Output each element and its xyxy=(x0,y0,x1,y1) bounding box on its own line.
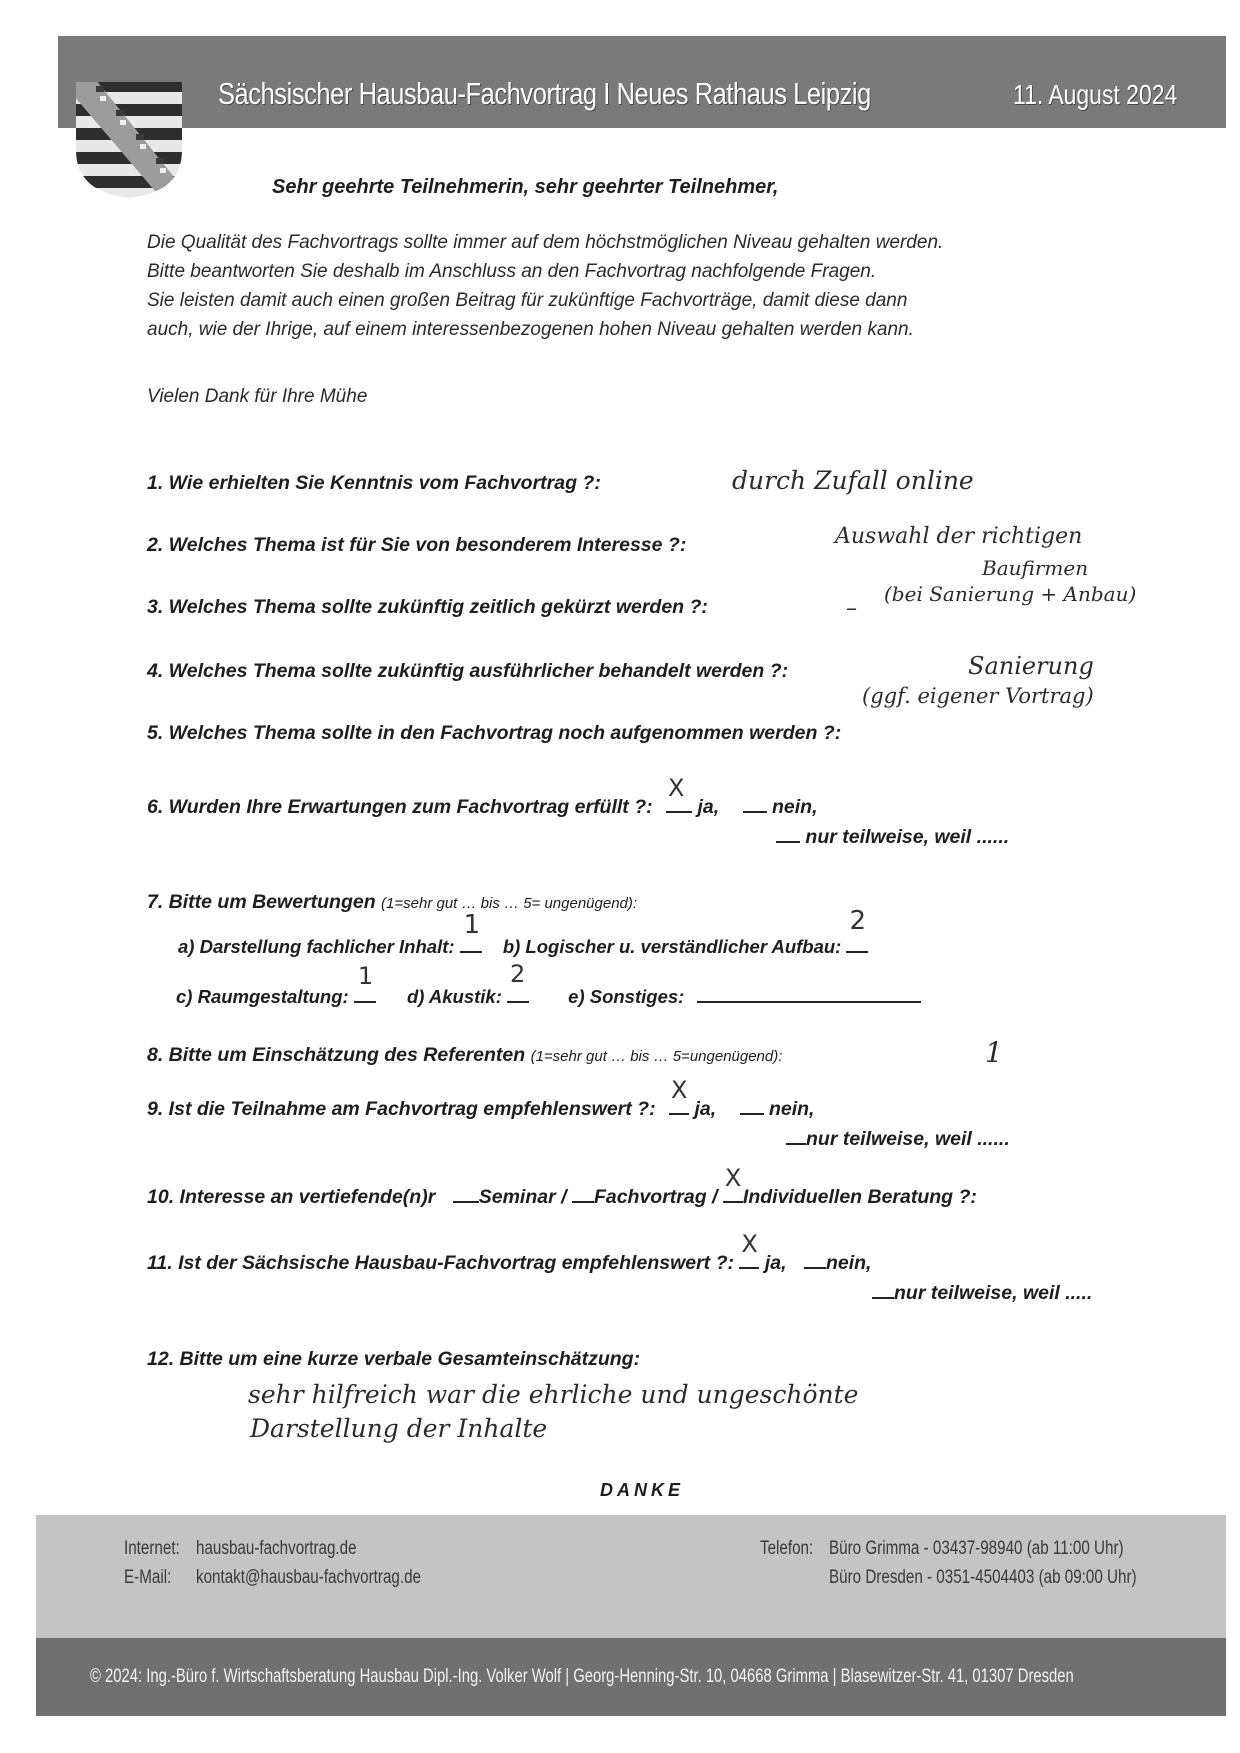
question-11 xyxy=(147,1230,872,1275)
rating-d-label: d) Akustik: xyxy=(406,986,502,1007)
question-2-answer-line3[interactable]: (bei Sanierung + Anbau) xyxy=(884,582,1137,606)
question-12-label: 12. Bitte um eine kurze verbale Gesamteinschätzung: xyxy=(147,1348,641,1370)
footer-phone-grimma: Büro Grimma - 03437-98940 (ab 11:00 Uhr) xyxy=(829,1538,1124,1559)
question-6-label: 6. Wurden Ihre Erwartungen zum Fachvortrag erfüllt ?: xyxy=(147,796,653,818)
question-6 xyxy=(147,774,818,819)
question-10-seminar-label: Seminar / xyxy=(478,1186,567,1208)
question-4-answer-line1[interactable]: Sanierung xyxy=(968,652,1094,680)
question-9-label: 9. Ist die Teilnahme am Fachvortrag empfehlenswert ?: xyxy=(147,1098,656,1120)
question-7-label: 7. Bitte um Bewertungen xyxy=(147,891,376,913)
rating-e-field[interactable] xyxy=(697,986,921,1008)
question-11-label: 11. Ist der Sächsische Hausbau-Fachvortrag empfehlenswert ?: xyxy=(147,1252,734,1274)
question-7-scale: (1=sehr gut … bis … 5= ungenügend): xyxy=(381,895,638,912)
question-11-no-checkbox[interactable] xyxy=(804,1252,826,1275)
rating-a-value: 1 xyxy=(463,910,481,940)
question-2-label: 2. Welches Thema ist für Sie von besonderem Interesse ?: xyxy=(147,534,687,556)
question-12-answer-line1[interactable]: sehr hilfreich war die ehrliche und ungeschönte xyxy=(248,1380,859,1409)
question-9-partial-checkbox[interactable] xyxy=(786,1128,806,1151)
question-7-row-cde xyxy=(176,960,921,1008)
saxony-coat-of-arms-icon xyxy=(74,80,184,200)
question-10-talk-label: Fachvortrag / xyxy=(593,1186,718,1208)
question-6-partial xyxy=(776,826,1009,849)
question-3-answer[interactable]: – xyxy=(846,596,857,621)
question-3-label: 3. Welches Thema sollte zukünftig zeitlich gekürzt werden ?: xyxy=(147,596,708,618)
question-6-partial-label: nur teilweise, weil ...... xyxy=(805,826,1010,848)
check-mark-icon: X xyxy=(668,774,685,802)
footer-email-label: E-Mail: xyxy=(124,1567,172,1588)
intro-line: auch, wie der Ihrige, auf einem interessenbezogenen hohen Niveau gehalten werden kann. xyxy=(147,319,914,340)
question-9-yes-label: ja, xyxy=(694,1098,717,1120)
question-9-yes-checkbox[interactable] xyxy=(669,1076,689,1121)
question-8-value[interactable]: 1 xyxy=(985,1036,1003,1069)
question-10-consult-checkbox[interactable] xyxy=(723,1164,743,1209)
question-6-yes-checkbox[interactable] xyxy=(666,774,692,819)
question-11-no-label: nein, xyxy=(825,1252,872,1274)
header-title: Sächsischer Hausbau-Fachvortrag I Neues Rathaus Leipzig xyxy=(218,76,871,111)
rating-a-label: a) Darstellung fachlicher Inhalt: xyxy=(178,936,455,957)
rating-d-field[interactable] xyxy=(507,960,529,1008)
question-1-answer[interactable]: durch Zufall online xyxy=(732,466,974,495)
question-9-partial-label: nur teilweise, weil ...... xyxy=(806,1128,1010,1150)
question-6-yes-label: ja, xyxy=(697,796,720,818)
footer-phone-dresden: Büro Dresden - 0351-4504403 (ab 09:00 Uhr) xyxy=(829,1567,1137,1588)
question-10 xyxy=(147,1164,977,1209)
header-date: 11. August 2024 xyxy=(1013,79,1178,110)
question-9-no-checkbox[interactable] xyxy=(740,1098,764,1121)
check-mark-icon: X xyxy=(741,1230,758,1258)
footer-phone-label: Telefon: xyxy=(760,1538,814,1559)
rating-a-field[interactable] xyxy=(460,910,482,958)
rating-e-label: e) Sonstiges: xyxy=(568,986,685,1007)
question-6-partial-checkbox[interactable] xyxy=(776,826,800,849)
rating-b-value: 2 xyxy=(849,906,867,936)
intro-line: Die Qualität des Fachvortrags sollte immer auf dem höchstmöglichen Niveau gehalten werden. xyxy=(147,232,944,253)
question-4-label: 4. Welches Thema sollte zukünftig ausführlicher behandelt werden ?: xyxy=(147,660,789,682)
footer-copyright: © 2024: Ing.-Büro f. Wirtschaftsberatung Hausbau Dipl.-Ing. Volker Wolf | Georg-Henning-Str. 10, 04668 Grimma | Blasewitzer-Str. 41, 01307 Dresden xyxy=(90,1666,1074,1687)
question-11-yes-checkbox[interactable] xyxy=(739,1230,759,1275)
question-7 xyxy=(147,891,637,914)
question-2-answer-line1[interactable]: Auswahl der richtigen xyxy=(835,524,1083,549)
rating-d-value: 2 xyxy=(510,960,526,988)
question-7-row-ab xyxy=(178,906,868,958)
question-8 xyxy=(147,1044,782,1067)
question-11-yes-label: ja, xyxy=(764,1252,787,1274)
question-2-answer-line2[interactable]: Baufirmen xyxy=(982,556,1089,580)
question-11-partial-label: nur teilweise, weil ..... xyxy=(894,1282,1093,1304)
question-9-no-label: nein, xyxy=(768,1098,815,1120)
question-10-talk-checkbox[interactable] xyxy=(572,1186,594,1209)
question-4-answer-line2[interactable]: (ggf. eigener Vortrag) xyxy=(862,684,1094,708)
question-12-answer-line2[interactable]: Darstellung der Inhalte xyxy=(250,1414,548,1443)
question-11-partial xyxy=(872,1282,1092,1305)
question-8-label: 8. Bitte um Einschätzung des Referenten xyxy=(147,1044,526,1066)
intro-line: Bitte beantworten Sie deshalb im Anschluss an den Fachvortrag nachfolgende Fragen. xyxy=(147,261,877,282)
question-5-label: 5. Welches Thema sollte in den Fachvortrag noch aufgenommen werden ?: xyxy=(147,722,842,744)
closing-danke: DANKE xyxy=(600,1480,685,1500)
question-6-no-checkbox[interactable] xyxy=(743,796,767,819)
question-11-partial-checkbox[interactable] xyxy=(872,1282,894,1305)
question-8-scale: (1=sehr gut … bis … 5=ungenügend): xyxy=(530,1048,783,1065)
question-6-no-label: nein, xyxy=(772,796,818,818)
question-9-partial xyxy=(786,1128,1010,1151)
question-10-seminar-checkbox[interactable] xyxy=(453,1186,479,1209)
question-10-label: 10. Interesse an vertiefende(n)r xyxy=(147,1186,436,1208)
footer-email-link[interactable]: kontakt@hausbau-fachvortrag.de xyxy=(196,1567,421,1588)
footer-internet-label: Internet: xyxy=(124,1538,180,1559)
intro-text xyxy=(147,228,943,344)
check-mark-icon: X xyxy=(671,1076,688,1104)
rating-b-field[interactable] xyxy=(846,906,868,958)
rating-c-label: c) Raumgestaltung: xyxy=(176,986,349,1007)
greeting: Sehr geehrte Teilnehmerin, sehr geehrter Teilnehmer, xyxy=(272,176,779,198)
question-9 xyxy=(147,1076,815,1121)
footer-internet-link[interactable]: hausbau-fachvortrag.de xyxy=(196,1538,357,1559)
question-1-label: 1. Wie erhielten Sie Kenntnis vom Fachvortrag ?: xyxy=(147,472,601,494)
rating-c-value: 1 xyxy=(357,962,374,990)
thanks-line: Vielen Dank für Ihre Mühe xyxy=(147,386,368,407)
check-mark-icon: X xyxy=(724,1164,742,1192)
rating-b-label: b) Logischer u. verständlicher Aufbau: xyxy=(502,936,842,957)
intro-line: Sie leisten damit auch einen großen Beitrag für zukünftige Fachvorträge, damit diese dann xyxy=(147,290,908,311)
rating-c-field[interactable] xyxy=(354,962,376,1008)
question-10-consult-label: Individuellen Beratung ?: xyxy=(742,1186,977,1208)
